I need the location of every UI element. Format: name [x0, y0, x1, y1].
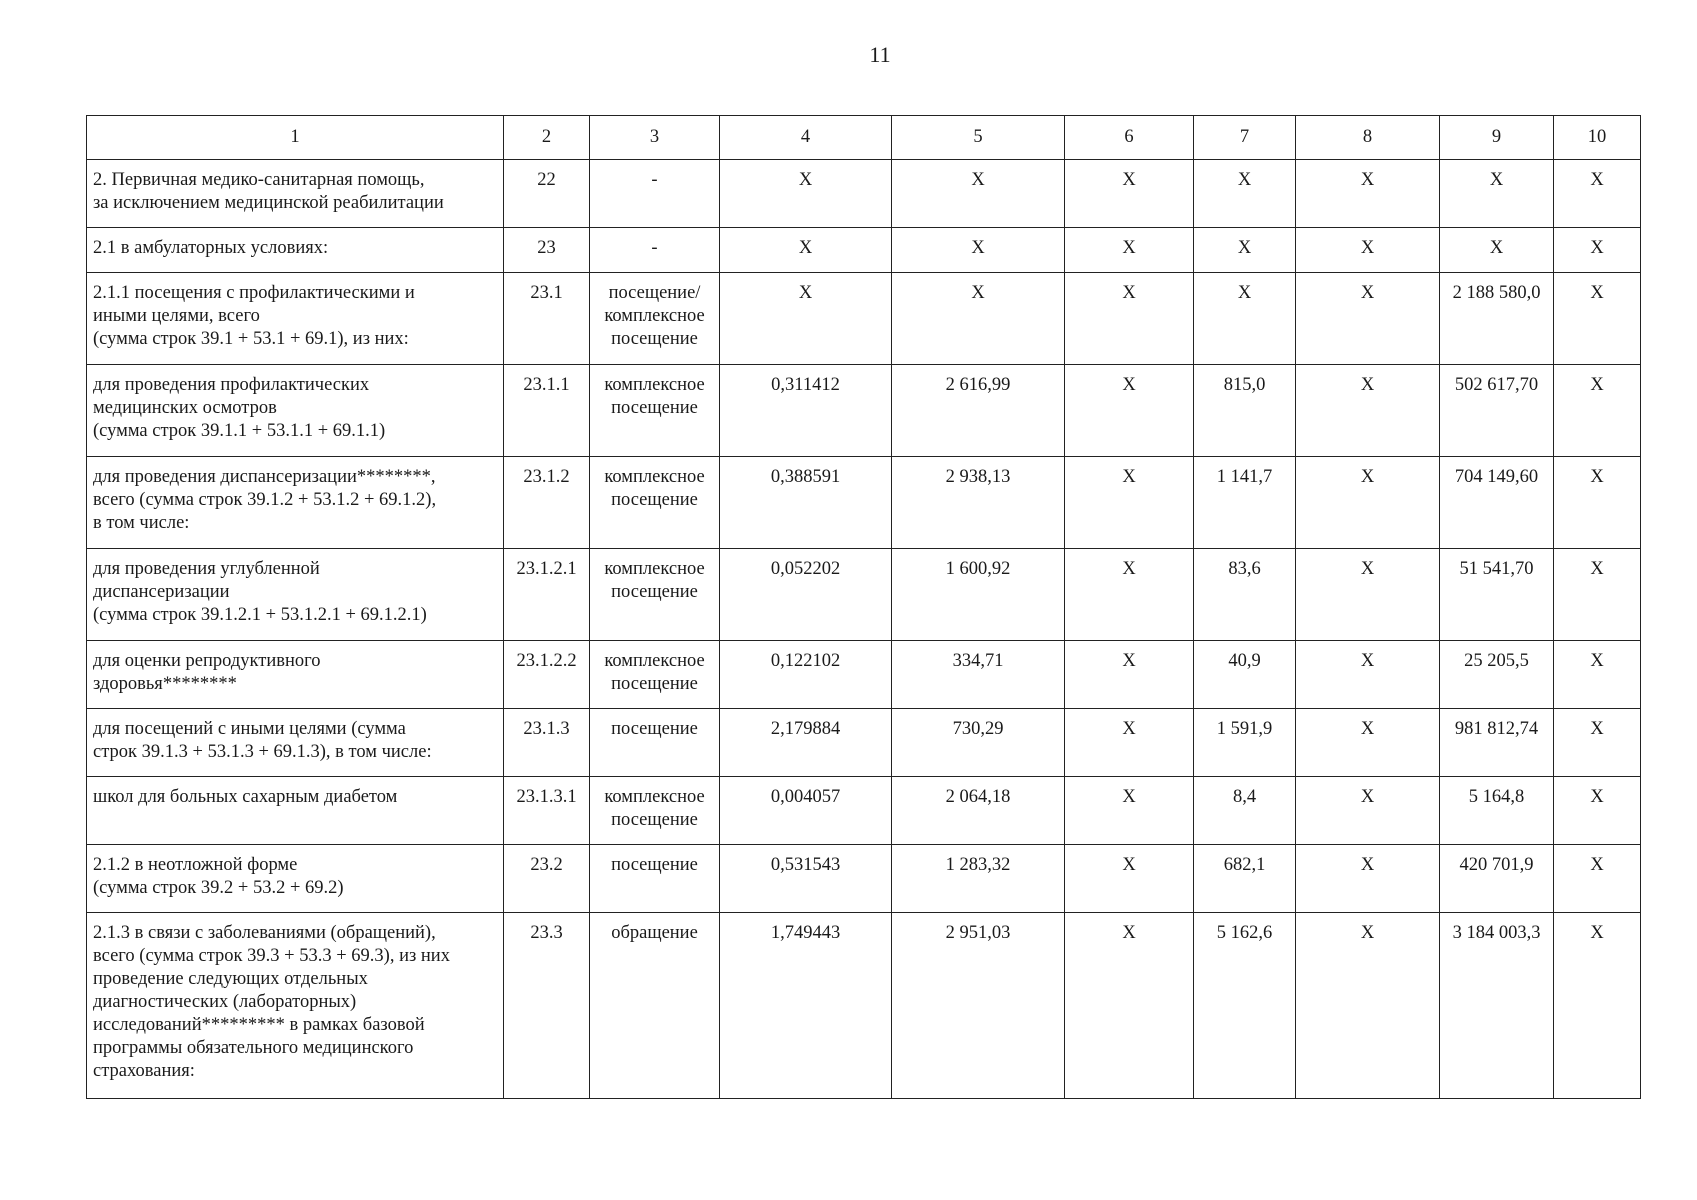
cell-col10: Х — [1554, 709, 1641, 777]
cell-col5: 1 283,32 — [892, 845, 1065, 913]
table-row — [87, 549, 1641, 641]
cell-col8: Х — [1296, 641, 1440, 709]
cell-col10: Х — [1554, 913, 1641, 1099]
cell-col4: 0,311412 — [720, 365, 892, 457]
cell-col5: 1 600,92 — [892, 549, 1065, 641]
cell-col4: Х — [720, 273, 892, 365]
cell-col4: Х — [720, 160, 892, 228]
cell-col7: 682,1 — [1194, 845, 1296, 913]
cell-col6: Х — [1065, 845, 1194, 913]
cell-unit: обращение — [590, 913, 720, 1099]
cell-unit: посещение/ комплексное посещение — [590, 273, 720, 365]
cell-col5: 2 951,03 — [892, 913, 1065, 1099]
cell-col8: Х — [1296, 913, 1440, 1099]
column-header-4: 4 — [720, 116, 892, 160]
cell-col5: Х — [892, 160, 1065, 228]
cell-col8: Х — [1296, 549, 1440, 641]
cell-col6: Х — [1065, 549, 1194, 641]
cell-col10: Х — [1554, 365, 1641, 457]
cell-col6: Х — [1065, 273, 1194, 365]
cell-col5: 2 938,13 — [892, 457, 1065, 549]
cell-col6: Х — [1065, 913, 1194, 1099]
column-header-3: 3 — [590, 116, 720, 160]
cell-col8: Х — [1296, 273, 1440, 365]
cell-col8: Х — [1296, 228, 1440, 273]
cell-col10: Х — [1554, 273, 1641, 365]
table-row — [87, 709, 1641, 777]
cell-col10: Х — [1554, 777, 1641, 845]
cell-row-code: 23.1.2 — [504, 457, 590, 549]
column-header-7: 7 — [1194, 116, 1296, 160]
cell-col9: 704 149,60 — [1440, 457, 1554, 549]
cell-col6: Х — [1065, 365, 1194, 457]
column-header-8: 8 — [1296, 116, 1440, 160]
cell-col9: 5 164,8 — [1440, 777, 1554, 845]
cell-col8: Х — [1296, 365, 1440, 457]
cell-col6: Х — [1065, 709, 1194, 777]
cell-unit: посещение — [590, 709, 720, 777]
cell-col7: 40,9 — [1194, 641, 1296, 709]
table-row — [87, 777, 1641, 845]
cell-row-code: 23.1 — [504, 273, 590, 365]
cell-name: для проведения диспансеризации********, всего (сумма строк 39.1.2 + 53.1.2 + 69.1.2), в том числе: — [87, 457, 504, 549]
cell-col10: Х — [1554, 549, 1641, 641]
cell-col10: Х — [1554, 845, 1641, 913]
cell-unit: комплексное посещение — [590, 777, 720, 845]
cell-col9: 3 184 003,3 — [1440, 913, 1554, 1099]
cell-col4: 0,388591 — [720, 457, 892, 549]
cell-row-code: 23.1.2.2 — [504, 641, 590, 709]
cell-col4: Х — [720, 228, 892, 273]
cell-col10: Х — [1554, 228, 1641, 273]
cell-col8: Х — [1296, 777, 1440, 845]
column-header-2: 2 — [504, 116, 590, 160]
cell-name: школ для больных сахарным диабетом — [87, 777, 504, 845]
table-body — [87, 116, 1641, 1099]
table-header-row — [87, 116, 1641, 160]
cell-col6: Х — [1065, 457, 1194, 549]
cell-name: для проведения профилактических медицинских осмотров (сумма строк 39.1.1 + 53.1.1 + 69.1.1) — [87, 365, 504, 457]
table-row — [87, 913, 1641, 1099]
cell-col5: Х — [892, 273, 1065, 365]
cell-col7: 5 162,6 — [1194, 913, 1296, 1099]
cell-row-code: 23.1.3 — [504, 709, 590, 777]
cell-row-code: 23.2 — [504, 845, 590, 913]
table-row — [87, 160, 1641, 228]
cell-col4: 0,531543 — [720, 845, 892, 913]
cell-col9: 502 617,70 — [1440, 365, 1554, 457]
cell-name: для проведения углубленной диспансеризации (сумма строк 39.1.2.1 + 53.1.2.1 + 69.1.2.1) — [87, 549, 504, 641]
cell-row-code: 23.1.3.1 — [504, 777, 590, 845]
cell-col7: Х — [1194, 160, 1296, 228]
cell-col9: Х — [1440, 228, 1554, 273]
cell-name: для оценки репродуктивного здоровья******** — [87, 641, 504, 709]
cell-col8: Х — [1296, 457, 1440, 549]
table-row — [87, 228, 1641, 273]
cell-col9: Х — [1440, 160, 1554, 228]
cell-name: 2.1.3 в связи с заболеваниями (обращений), всего (сумма строк 39.3 + 53.3 + 69.3), из них проведение следующих отдельных диагностических (лабораторных) исследований********* в рамках базовой программы обязательного медицинского страхования: — [87, 913, 504, 1099]
cell-col5: 2 064,18 — [892, 777, 1065, 845]
table-row — [87, 845, 1641, 913]
cell-col7: 83,6 — [1194, 549, 1296, 641]
cell-col7: Х — [1194, 228, 1296, 273]
cell-col6: Х — [1065, 228, 1194, 273]
cell-name: для посещений с иными целями (сумма строк 39.1.3 + 53.1.3 + 69.1.3), в том числе: — [87, 709, 504, 777]
cell-col5: 2 616,99 — [892, 365, 1065, 457]
table-row — [87, 273, 1641, 365]
cell-unit: - — [590, 228, 720, 273]
cell-col10: Х — [1554, 641, 1641, 709]
cell-name: 2. Первичная медико-санитарная помощь, за исключением медицинской реабилитации — [87, 160, 504, 228]
cell-col5: 730,29 — [892, 709, 1065, 777]
cell-unit: комплексное посещение — [590, 549, 720, 641]
cell-col8: Х — [1296, 845, 1440, 913]
cell-col8: Х — [1296, 160, 1440, 228]
cell-unit: комплексное посещение — [590, 365, 720, 457]
cell-col10: Х — [1554, 457, 1641, 549]
cell-row-code: 22 — [504, 160, 590, 228]
column-header-10: 10 — [1554, 116, 1641, 160]
cell-col10: Х — [1554, 160, 1641, 228]
cell-col6: Х — [1065, 160, 1194, 228]
page-number: 11 — [869, 42, 891, 67]
cell-row-code: 23 — [504, 228, 590, 273]
cell-col8: Х — [1296, 709, 1440, 777]
cell-col9: 981 812,74 — [1440, 709, 1554, 777]
cell-col6: Х — [1065, 777, 1194, 845]
cell-col7: Х — [1194, 273, 1296, 365]
cell-unit: комплексное посещение — [590, 641, 720, 709]
cell-unit: посещение — [590, 845, 720, 913]
column-header-5: 5 — [892, 116, 1065, 160]
cell-col4: 0,004057 — [720, 777, 892, 845]
column-header-9: 9 — [1440, 116, 1554, 160]
cell-name: 2.1 в амбулаторных условиях: — [87, 228, 504, 273]
cell-col4: 0,052202 — [720, 549, 892, 641]
cell-unit: комплексное посещение — [590, 457, 720, 549]
cell-col6: Х — [1065, 641, 1194, 709]
table-row — [87, 457, 1641, 549]
column-header-6: 6 — [1065, 116, 1194, 160]
cell-col7: 8,4 — [1194, 777, 1296, 845]
cell-col7: 1 141,7 — [1194, 457, 1296, 549]
data-table — [86, 115, 1641, 1099]
cell-name: 2.1.2 в неотложной форме (сумма строк 39.2 + 53.2 + 69.2) — [87, 845, 504, 913]
cell-col9: 25 205,5 — [1440, 641, 1554, 709]
cell-col4: 2,179884 — [720, 709, 892, 777]
cell-row-code: 23.1.2.1 — [504, 549, 590, 641]
cell-col7: 1 591,9 — [1194, 709, 1296, 777]
cell-name: 2.1.1 посещения с профилактическими и иными целями, всего (сумма строк 39.1 + 53.1 + 69.1), из них: — [87, 273, 504, 365]
cell-row-code: 23.3 — [504, 913, 590, 1099]
cell-col4: 0,122102 — [720, 641, 892, 709]
cell-col9: 420 701,9 — [1440, 845, 1554, 913]
cell-unit: - — [590, 160, 720, 228]
table-row — [87, 641, 1641, 709]
column-header-1: 1 — [87, 116, 504, 160]
cell-col9: 51 541,70 — [1440, 549, 1554, 641]
cell-row-code: 23.1.1 — [504, 365, 590, 457]
cell-col5: Х — [892, 228, 1065, 273]
cell-col5: 334,71 — [892, 641, 1065, 709]
cell-col9: 2 188 580,0 — [1440, 273, 1554, 365]
table-row — [87, 365, 1641, 457]
cell-col7: 815,0 — [1194, 365, 1296, 457]
cell-col4: 1,749443 — [720, 913, 892, 1099]
